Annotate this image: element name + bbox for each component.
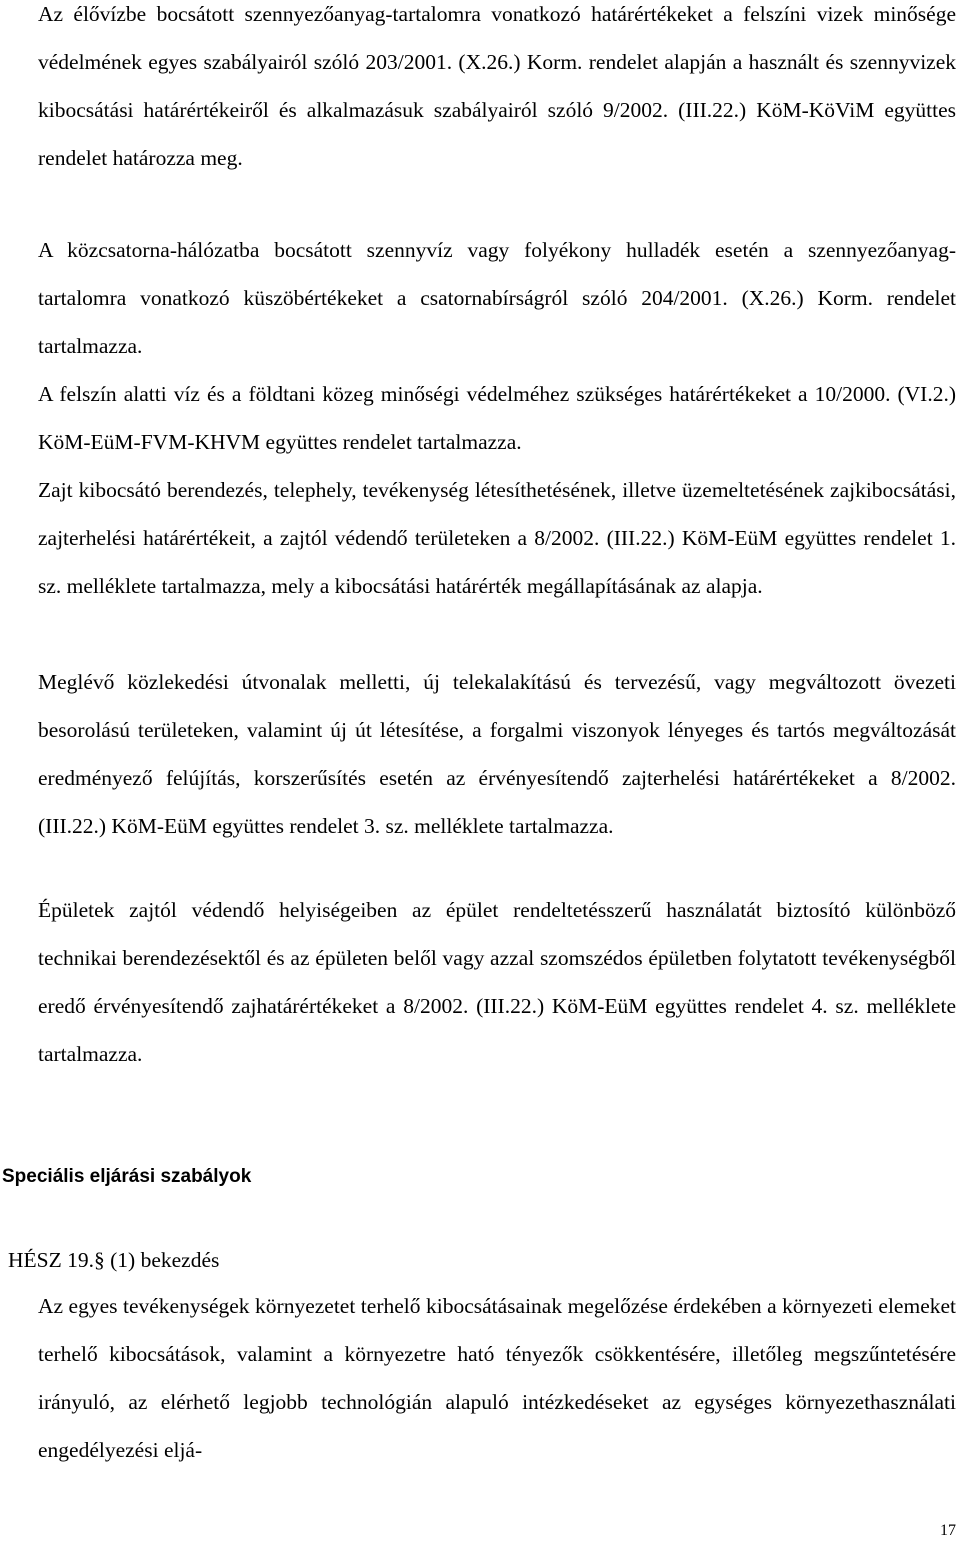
paragraph-noise-emission-limits: Zajt kibocsátó berendezés, telephely, tevékenység létesíthetésének, illetve üzemeltetésének zajkibocsátási, zajterhelési határértékeit, a zajtól védendő területeken a 8/2002. (III.22.) KöM-EüM együttes rendelet 1. sz. melléklete tartalmazza, mely a kibocsátási határérték megállapításának az alapja. [38,478,956,598]
paragraph-groundwater-limits: A felszín alatti víz és a földtani közeg minőségi védelméhez szükséges határértékeket a 10/2000. (VI.2.) KöM-EüM-FVM-KHVM együttes rendelet tartalmazza. [38,382,956,454]
paragraph-surface-water-limits: Az élővízbe bocsátott szennyezőanyag-tartalomra vonatkozó határértékeket a felszíni vizek minősége védelmének egyes szabályairól szóló 203/2001. (X.26.) Korm. rendelet alapján a használt és szennyvizek kibocsátási határértékeiről és alkalmazásuk szabályairól szóló 9/2002. (III.22.) KöM-KöViM együttes rendelet határozza meg. [38,2,956,170]
regulation-reference: HÉSZ 19.§ (1) bekezdés [8,1248,220,1272]
paragraph-traffic-noise-limits: Meglévő közlekedési útvonalak melletti, új telekalakítású és tervezésű, vagy megváltozott övezeti besorolású területeken, valamint új út létesítése, a forgalmi viszonyok lényeges és tartós megváltozását eredményező felújítás, korszerűsítés esetén az érvényesítendő zajterhelési határértékeket a 8/2002. (III.22.) KöM-EüM együttes rendelet 3. sz. melléklete tartalmazza. [38,670,956,838]
paragraph-sewer-network-limits: A közcsatorna-hálózatba bocsátott szennyvíz vagy folyékony hulladék esetén a szennyezőanyag-tartalomra vonatkozó küszöbértékeket a csatornabírságról szóló 204/2001. (X.26.) Korm. rendelet tartalmazza. [38,238,956,358]
page-number: 17 [940,1522,956,1539]
section-heading: Speciális eljárási szabályok [2,1166,252,1187]
paragraph-building-noise-limits: Épületek zajtól védendő helyiségeiben az épület rendeltetésszerű használatát biztosító különböző technikai berendezésektől és az épületen belől vagy azzal szomszédos épületben folytatott tevékenységből eredő érvényesítendő zajhatárértékeket a 8/2002. (III.22.) KöM-EüM együttes rendelet 4. sz. melléklete tartalmazza. [38,898,956,1066]
paragraph-emission-prevention: Az egyes tevékenységek környezetet terhelő kibocsátásainak megelőzése érdekében a környezeti elemeket terhelő kibocsátások, valamint a környezetre ható tényezők csökkentésére, illetőleg megszűntetésére irányuló, az elérhető legjobb technológián alapuló intézkedéseket az egységes környezethasználati engedélyezési eljá- [38,1294,956,1462]
